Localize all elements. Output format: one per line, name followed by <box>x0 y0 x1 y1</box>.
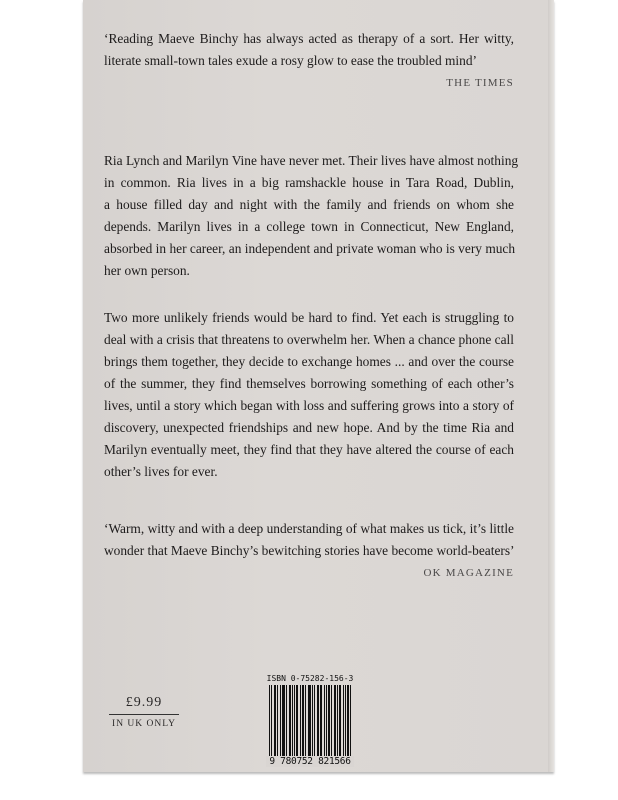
isbn-label: ISBN 0-75282-156-3 <box>266 674 354 683</box>
barcode-bar <box>305 685 306 757</box>
barcode-bar <box>340 685 341 757</box>
barcode-bar <box>337 685 338 757</box>
quote-line: ‘Reading Maeve Binchy has always acted as therapy of a sort. Her witty, <box>104 31 514 46</box>
blurb-paragraph-2 <box>104 307 514 483</box>
barcode-bar <box>303 685 304 757</box>
price-box <box>109 695 179 729</box>
barcode-bar <box>274 685 275 757</box>
barcode-bar <box>343 685 344 757</box>
barcode-bar <box>280 685 281 757</box>
barcode-bar <box>294 685 295 757</box>
price: £9.99 <box>109 695 179 715</box>
barcode-bar <box>286 685 287 757</box>
barcode-bar <box>269 685 270 763</box>
barcode-bar <box>347 685 348 757</box>
barcode-bar <box>310 685 311 763</box>
barcode-bar <box>297 685 298 757</box>
barcode-bar <box>296 685 297 757</box>
barcode-bar <box>326 685 327 757</box>
barcode-bar <box>348 685 349 763</box>
barcode-bar <box>292 685 293 757</box>
quote-top <box>104 28 514 94</box>
quote-line: literate small-town tales exude a rosy glow to ease the troubled mind’ <box>104 53 477 68</box>
barcode-bar <box>334 685 335 757</box>
blurb-line: Marilyn eventually meet, they find that they have altered the course of each <box>104 442 514 457</box>
barcode-bar <box>335 685 336 757</box>
barcode-bar <box>318 685 319 757</box>
blurb-line: a house filled day and night with the family and friends on whom she <box>104 197 514 212</box>
barcode-bar <box>282 685 283 757</box>
blurb-line: absorbed in her career, an independent and private woman who is very much <box>104 241 516 256</box>
barcode-bar <box>308 685 309 763</box>
quote-attribution: OK MAGAZINE <box>423 567 514 579</box>
barcode-bar <box>302 685 303 757</box>
barcode-bar <box>283 685 284 757</box>
blurb-line: Two more unlikely friends would be hard to find. Yet each is struggling to <box>104 310 514 325</box>
barcode-bars <box>269 685 351 763</box>
barcode-bar <box>275 685 276 757</box>
blurb-line: her own person. <box>104 263 190 278</box>
barcode-bar <box>350 685 351 763</box>
price-region: IN UK ONLY <box>112 719 176 729</box>
barcode-bar <box>277 685 278 757</box>
barcode-bar <box>324 685 325 757</box>
barcode-bar <box>317 685 318 757</box>
cover-edge <box>548 0 554 772</box>
blurb-line: lives, until a story which began with loss and suffering grows into a story of <box>104 398 514 413</box>
barcode <box>266 674 354 766</box>
barcode-bar <box>320 685 321 757</box>
blurb-line: discovery, unexpected friendships and new hope. And by the time Ria and <box>104 420 514 435</box>
blurb-line: other’s lives for ever. <box>104 464 218 479</box>
barcode-bar <box>328 685 329 757</box>
quote-attribution: THE TIMES <box>446 77 514 89</box>
barcode-bar <box>284 685 285 757</box>
barcode-bar <box>290 685 291 757</box>
blurb-line: Ria Lynch and Marilyn Vine have never met. Their lives have almost nothing <box>104 153 519 168</box>
ean-number: 9 780752 821566 <box>266 756 354 767</box>
blurb-line: of the summer, they find themselves borrowing something of each other’s <box>104 376 514 391</box>
blurb-line: brings them together, they decide to exchange homes ... and over the course <box>104 354 514 369</box>
blurb-line: depends. Marilyn lives in a college town in Connecticut, New England, <box>104 219 514 234</box>
barcode-bar <box>321 685 322 757</box>
barcode-bar <box>339 685 340 757</box>
blurb-line: in common. Ria lives in a big ramshackle house in Tara Road, Dublin, <box>104 175 514 190</box>
barcode-bar <box>309 685 310 763</box>
barcode-bar <box>329 685 330 757</box>
quote-line: ‘Warm, witty and with a deep understanding of what makes us tick, it’s little <box>104 521 514 536</box>
quote-line: wonder that Maeve Binchy’s bewitching stories have become world-beaters’ <box>104 543 515 558</box>
barcode-bar <box>314 685 315 757</box>
barcode-bar <box>300 685 301 757</box>
blurb-line: deal with a crisis that threatens to overwhelm her. When a chance phone call <box>104 332 514 347</box>
barcode-bar <box>331 685 332 757</box>
barcode-bar <box>345 685 346 757</box>
quote-bottom <box>104 518 514 584</box>
barcode-bar <box>271 685 272 763</box>
barcode-bar <box>289 685 290 757</box>
barcode-bar <box>312 685 313 763</box>
blurb-paragraph-1 <box>104 150 519 282</box>
